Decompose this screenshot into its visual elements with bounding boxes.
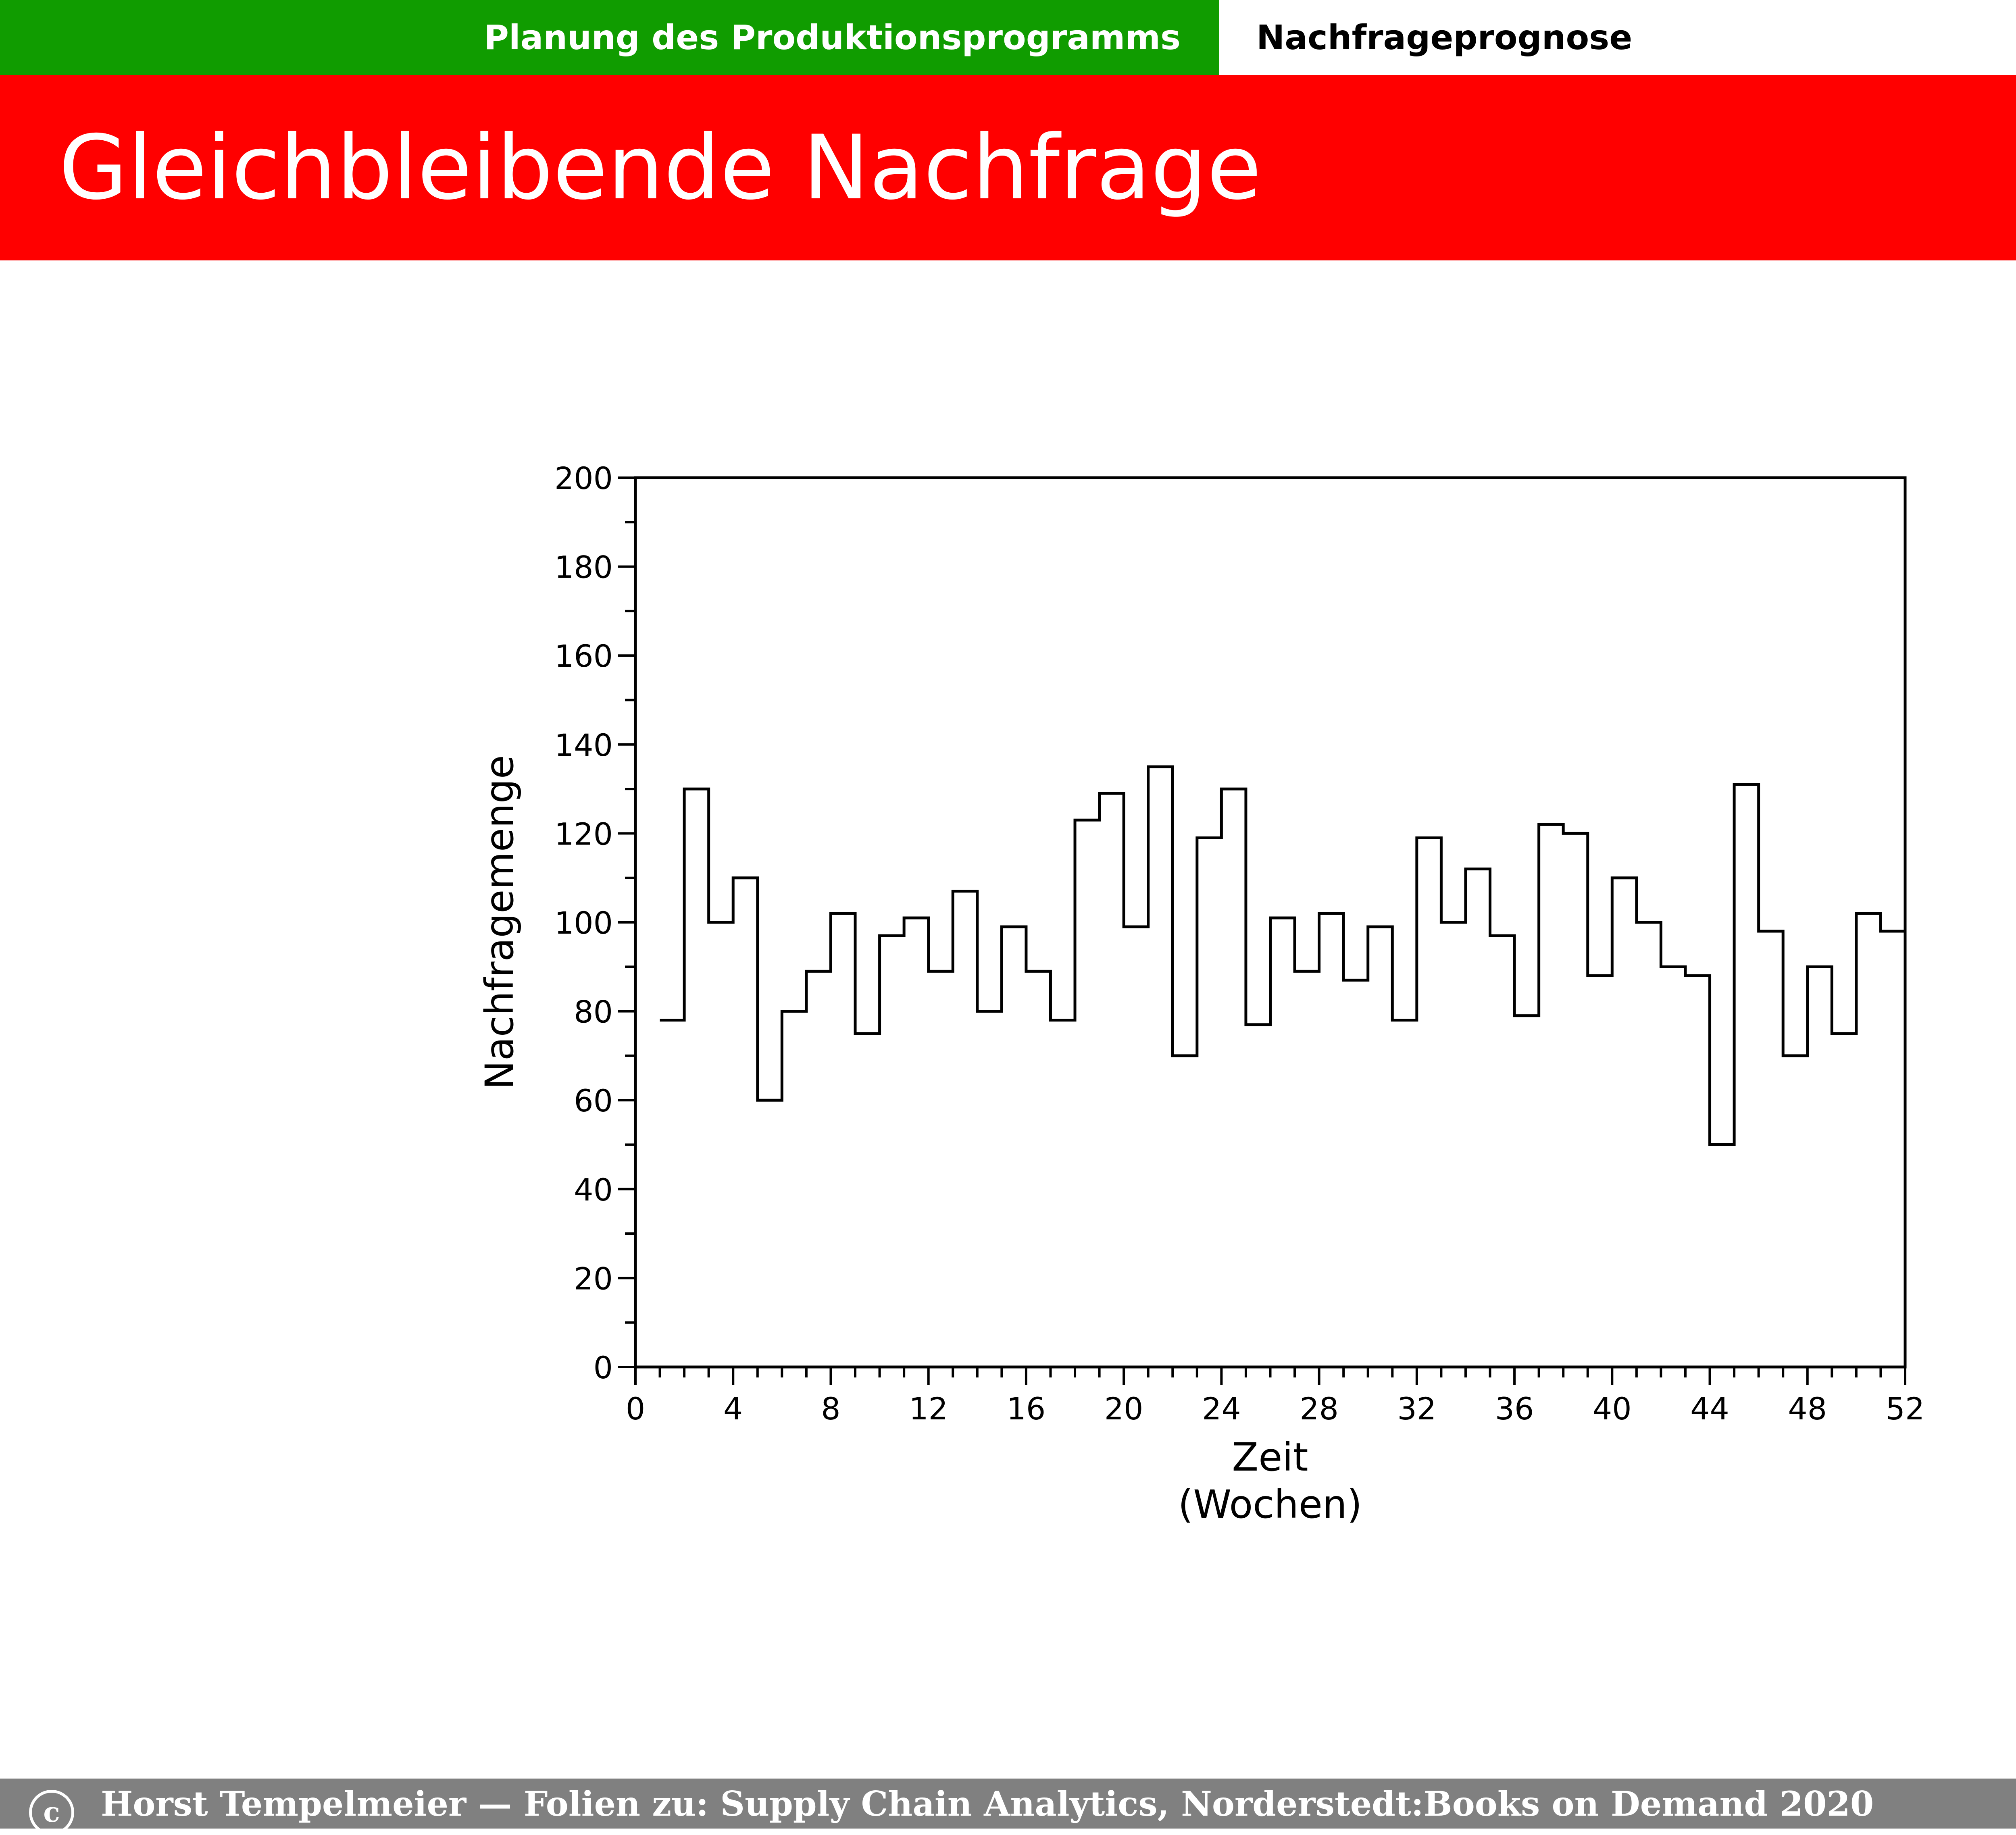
y-tick-label: 80 — [574, 994, 613, 1030]
y-tick-label: 140 — [554, 727, 613, 763]
y-axis — [554, 460, 635, 1386]
x-tick-label: 8 — [821, 1391, 841, 1427]
x-tick-label: 16 — [1006, 1391, 1046, 1427]
slide-title: Gleichbleibende Nachfrage — [59, 116, 1262, 219]
y-tick-label: 40 — [574, 1171, 613, 1208]
x-tick-label: 32 — [1397, 1391, 1437, 1427]
y-tick-label: 160 — [554, 638, 613, 674]
y-tick-label: 180 — [554, 549, 613, 585]
y-tick-label: 200 — [554, 460, 613, 496]
y-tick-label: 20 — [574, 1261, 613, 1297]
x-tick-label: 20 — [1104, 1391, 1143, 1427]
demand-series-line — [660, 767, 1905, 1145]
y-tick-label: 120 — [554, 816, 613, 852]
x-axis-label-unit: (Wochen) — [1178, 1482, 1362, 1527]
x-tick-label: 0 — [625, 1391, 646, 1427]
x-tick-label: 28 — [1300, 1391, 1339, 1427]
x-tick-label: 44 — [1690, 1391, 1729, 1427]
x-tick-label: 52 — [1885, 1391, 1925, 1427]
y-tick-label: 100 — [554, 905, 613, 941]
footer-bar — [0, 1779, 2016, 1829]
x-tick-label: 48 — [1788, 1391, 1827, 1427]
x-tick-label: 24 — [1202, 1391, 1241, 1427]
copyright-icon: c — [29, 1790, 74, 1835]
subsection-title[interactable]: Nachfrageprognose — [1219, 0, 2016, 75]
footer-text: Horst Tempelmeier — Folien zu: Supply Chain Analytics, Norderstedt:Books on Demand 2020 — [101, 1783, 1874, 1824]
x-tick-label: 4 — [723, 1391, 743, 1427]
x-tick-label: 12 — [909, 1391, 948, 1427]
section-title[interactable]: Planung des Produktionsprogramms — [0, 0, 1219, 75]
y-tick-label: 60 — [574, 1083, 613, 1119]
x-axis — [626, 1367, 1925, 1427]
x-axis-label: Zeit — [1232, 1435, 1308, 1480]
y-tick-label: 0 — [593, 1350, 613, 1386]
y-axis-label: Nachfragemenge — [477, 755, 522, 1090]
x-tick-label: 40 — [1592, 1391, 1632, 1427]
x-tick-label: 36 — [1495, 1391, 1534, 1427]
